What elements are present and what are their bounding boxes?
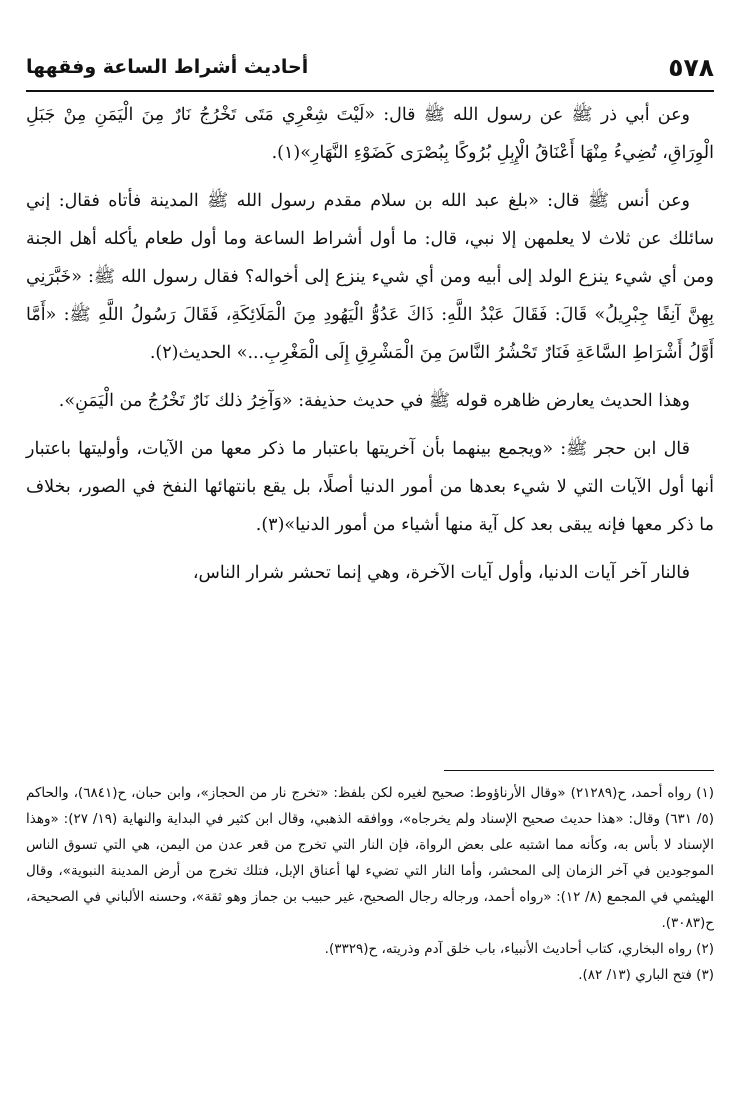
paragraph: وعن أبي ذر ﷺ عن رسول الله ﷺ قال: «لَيْتَ شِعْرِي مَتَى تَخْرُجُ نَارٌ مِنَ الْيَمَنِ مِنْ جَبَلِ الْوِرَاقِ، تُضِيءُ مِنْهَا أَعْنَاقُ الْإِبِلِ بُرُوكًا بِبُصْرَى كَضَوْءِ النَّهَارِ»(١). (26, 105, 714, 163)
paragraph: فالنار آخر آيات الدنيا، وأول آيات الآخرة، وهي إنما تحشر شرار الناس، (192, 563, 690, 583)
footnotes (26, 780, 714, 988)
body-text (26, 96, 714, 602)
page-number: ٥٧٨ (668, 52, 714, 82)
footnote: (٢) رواه البخاري، كتاب أحاديث الأنبياء، باب خلق آدم وذريته، ح(٣٣٢٩). (324, 941, 714, 957)
footnote: (١) رواه أحمد، ح(٢١٢٨٩) «وقال الأرناؤوط: صحيح لغيره لكن بلفظ: «تخرج نار من الحجاز»، وابن حبان، ح(٦٨٤١)، والحاكم (٥/ ٦٣١) وقال: «هذا حديث صحيح الإسناد ولم يخرجاه»، ووافقه الذهبي، وقال ابن كثير في البداية والنهاية (١٩/ ٢٧): «وهذا الإسناد لا بأس به، وكأنه مما اشتبه على بعض الرواة، فإن النار التي تخرج من قعر عدن من اليمن، هي التي تسوق الناس الموجودين في آخر الزمان إلى المحشر، وأما النار التي تضيء لها أعناق الإبل، فتلك تخرج من أرض المدينة النبوية»، وقال الهيثمي في المجمع (٨/ ١٢): «رواه أحمد، ورجاله رجال الصحيح، غير حبيب بن جماز وهو ثقة»، وحسنه الألباني في الصحيحة، ح(٣٠٨٣). (26, 785, 714, 931)
page-header (26, 44, 714, 92)
paragraph: وهذا الحديث يعارض ظاهره قوله ﷺ في حديث حذيفة: «وَآخِرُ ذلك نَارٌ تَخْرُجُ من الْيَمَنِ». (58, 391, 690, 411)
paragraph: وعن أنس ﷺ قال: «بلغ عبد الله بن سلام مقدم رسول الله ﷺ المدينة فأتاه فقال: إني سائلك عن ثلاث لا يعلمهن إلا نبي، قال: ما أول أشراط الساعة وما أول طعام يأكله أهل الجنة ومن أي شيء ينزع الولد إلى أبيه ومن أي شيء ينزع إلى أخواله؟ فقال رسول الله ﷺ: «خَبَّرَنِي بِهِنَّ آنِفًا جِبْرِيلُ» قَالَ: فَقَالَ عَبْدُ اللَّهِ: ذَاكَ عَدُوُّ الْيَهُودِ مِنَ الْمَلَائِكَةِ، فَقَالَ رَسُولُ اللَّهِ ﷺ: «أَمَّا أَوَّلُ أَشْرَاطِ السَّاعَةِ فَنَارٌ تَحْشُرُ النَّاسَ مِنَ الْمَشْرِقِ إِلَى الْمَغْرِبِ...» الحديث(٢). (26, 191, 714, 363)
footnote: (٣) فتح الباري (١٣/ ٨٢). (578, 967, 714, 983)
footnote-divider (444, 770, 714, 771)
running-title: أحاديث أشراط الساعة وفقهها (26, 56, 309, 78)
paragraph: قال ابن حجر ﷺ: «ويجمع بينهما بأن آخريتها باعتبار ما ذكر معها من الآيات، وأوليتها باعتبار أنها أول الآيات التي لا شيء بعدها من أمور الدنيا أصلًا، بل يقع بانتهائها النفخ في الصور، بخلاف ما ذكر معها فإنه يبقى بعد كل آية منها أشياء من أمور الدنيا»(٣). (26, 439, 714, 535)
